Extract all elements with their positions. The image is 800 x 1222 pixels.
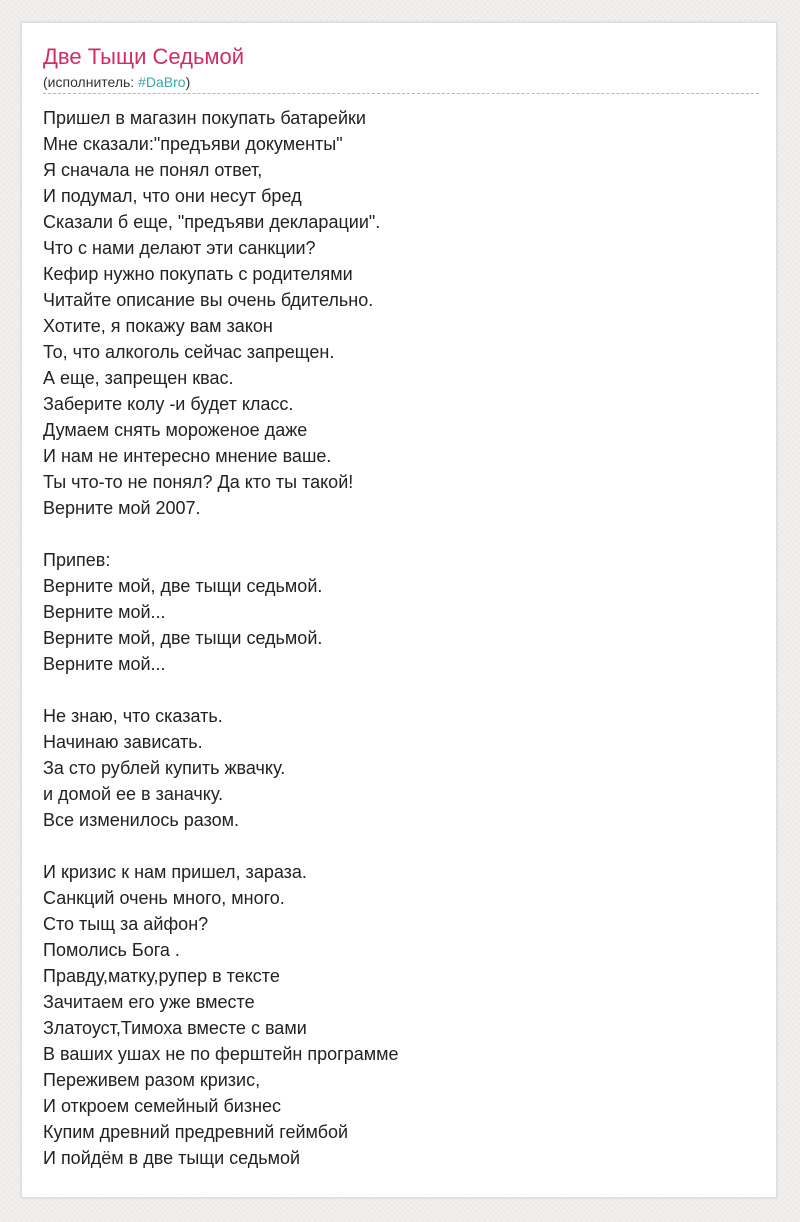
lyric-line: Пришел в магазин покупать батарейки [43,108,366,128]
lyric-line [43,521,759,547]
lyric-line: Не знаю, что сказать. [43,706,223,726]
lyric-line: Припев: [43,550,111,570]
lyric-line: И кризис к нам пришел, зараза. [43,862,307,882]
lyric-line: Зачитаем его уже вместе [43,992,255,1012]
title-divider [43,93,759,94]
lyric-line: Помолись Бога . [43,940,180,960]
lyric-line: Читайте описание вы очень бдительно. [43,290,374,310]
lyric-line: В ваших ушах не по ферштейн программе [43,1044,399,1064]
lyric-line: Что с нами делают эти санкции? [43,238,316,258]
lyric-line: И откроем семейный бизнес [43,1096,282,1116]
lyric-line: И подумал, что они несут бред [43,186,302,206]
lyric-line: За сто рублей купить жвачку. [43,758,286,778]
lyric-line: Верните мой... [43,602,166,622]
lyric-line: Ты что-то не понял? Да кто ты такой! [43,472,354,492]
lyric-line: Златоуст,Тимоха вместе с вами [43,1018,307,1038]
lyric-line: Сто тыщ за айфон? [43,914,209,934]
lyric-line: Заберите колу -и будет класс. [43,394,294,414]
lyric-line: Сказали б еще, "предъяви декларации". [43,212,381,232]
artist-prefix: (исполнитель: [43,74,139,90]
lyrics-card [21,22,777,1198]
lyric-line: Я сначала не понял ответ, [43,160,263,180]
lyric-line: Мне сказали:"предъяви документы" [43,134,343,154]
lyric-line: Переживем разом кризис, [43,1070,261,1090]
lyric-line: То, что алкоголь сейчас запрещен. [43,342,335,362]
lyric-line: Купим древний предревний геймбой [43,1122,349,1142]
artist-link[interactable]: #DaBro [138,74,186,90]
lyric-line: Правду,матку,рупер в тексте [43,966,280,986]
lyric-line: Верните мой... [43,654,166,674]
lyric-line: Все изменилось разом. [43,810,240,830]
lyric-line: А еще, запрещен квас. [43,368,234,388]
artist-line [43,73,190,91]
lyric-line: и домой ее в заначку. [43,784,224,804]
lyric-line: Верните мой, две тыщи седьмой. [43,576,323,596]
lyric-line: Санкций очень много, много. [43,888,285,908]
lyric-line: Кефир нужно покупать с родителями [43,264,353,284]
lyric-line: Думаем снять мороженое даже [43,420,308,440]
lyric-line [43,833,759,859]
lyric-line: Начинаю зависать. [43,732,203,752]
artist-suffix: ) [185,74,191,90]
lyric-line: Верните мой 2007. [43,498,201,518]
lyric-line [43,677,759,703]
song-title: Две Тыщи Седьмой [43,44,245,69]
lyric-line: Верните мой, две тыщи седьмой. [43,628,323,648]
lyric-line: И пойдём в две тыщи седьмой [43,1148,301,1168]
lyric-line: И нам не интересно мнение ваше. [43,446,332,466]
lyric-line: Хотите, я покажу вам закон [43,316,273,336]
lyrics-text [43,105,759,1171]
